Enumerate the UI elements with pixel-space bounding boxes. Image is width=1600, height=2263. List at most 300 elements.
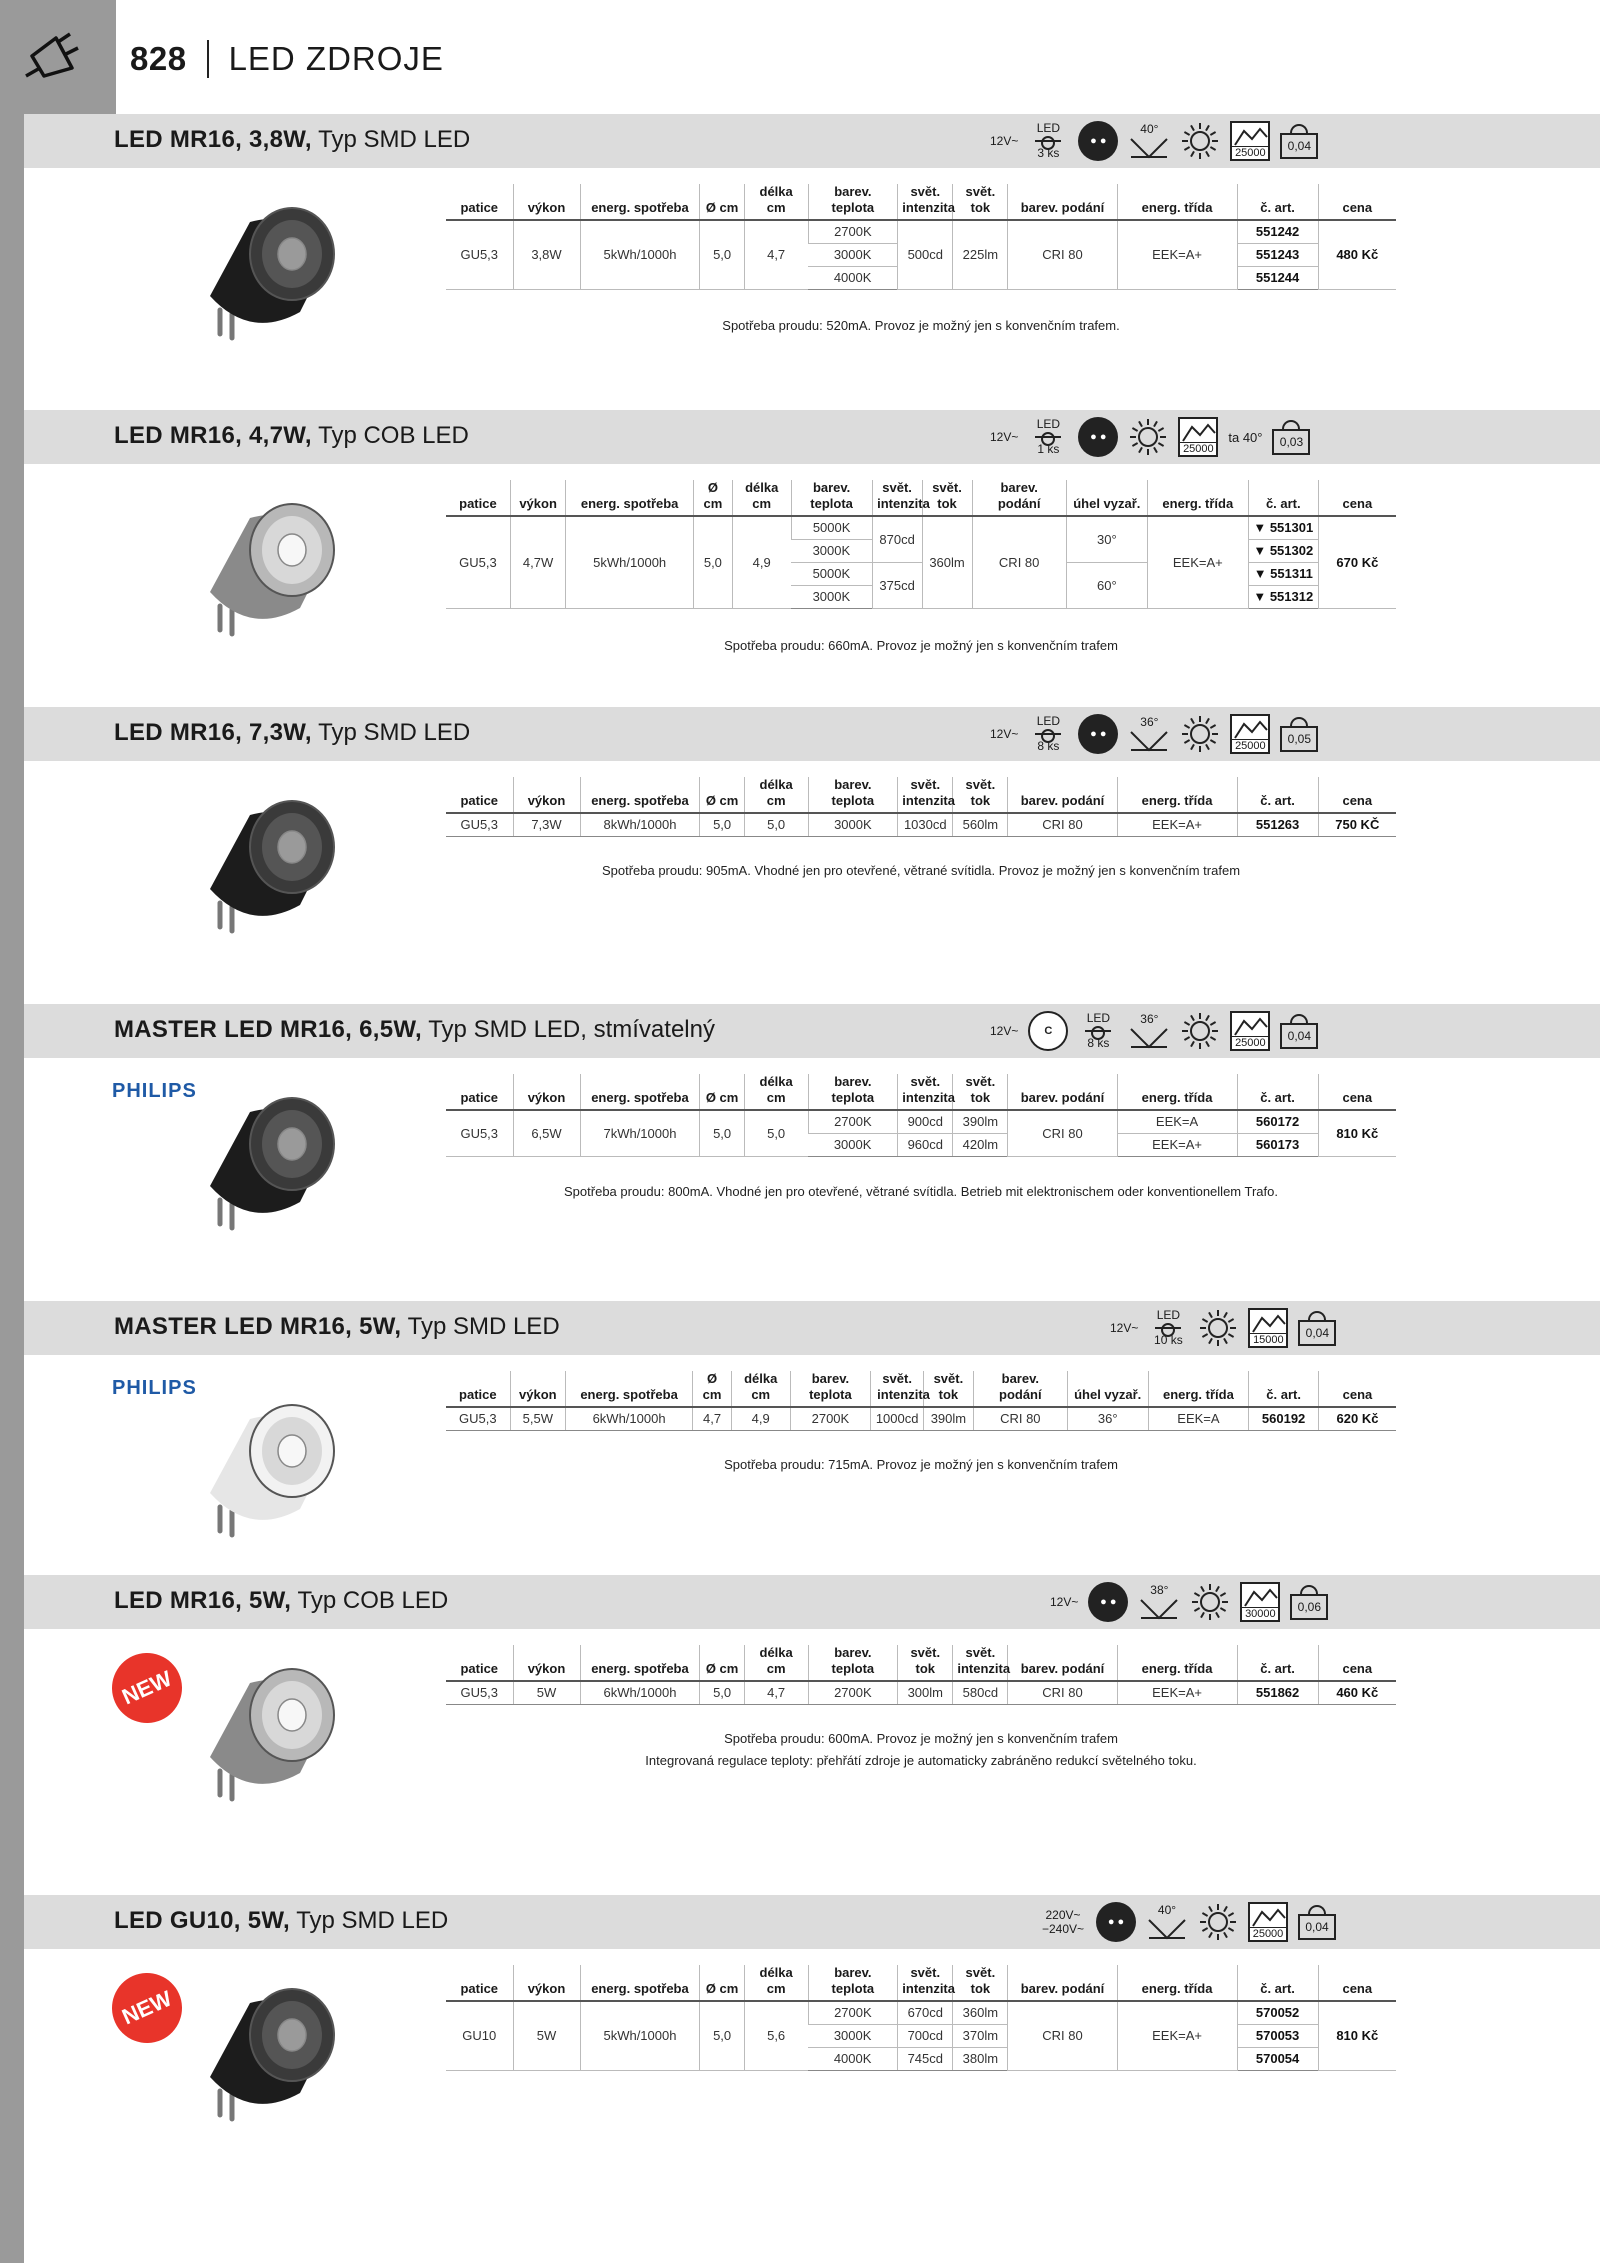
footnote: Spotřeba proudu: 905mA. Vhodné jen pro otevřené, větrané svítidla. Provoz je možný jen s konvenčním trafem (601, 863, 1241, 878)
column-header (744, 1074, 808, 1110)
led-count: 8 ks (1087, 1036, 1110, 1050)
column-header (1248, 480, 1318, 516)
column-header (700, 184, 744, 220)
product-section (0, 114, 1600, 394)
column-header-text: výkon (527, 1981, 566, 1996)
table-cell: 670cd (898, 2001, 953, 2024)
column-header (744, 184, 808, 220)
table-cell: 551263 (1237, 813, 1318, 836)
section-title (114, 1587, 448, 1615)
product-bulb-image (180, 488, 350, 638)
table-cell: 4,7 (744, 1681, 808, 1704)
column-header-text: cena (1342, 1981, 1373, 1996)
table-cell: ▼ 551302 (1248, 539, 1318, 562)
column-header (973, 1371, 1067, 1407)
table-cell: 5000K (791, 516, 872, 539)
spec-table-body (446, 813, 1396, 836)
lifetime-hours-value: 25000 (1250, 1927, 1286, 1940)
table-cell: CRI 80 (1008, 1681, 1117, 1704)
table-cell: 5,6 (744, 2001, 808, 2070)
weight-knob-icon (1308, 1905, 1326, 1914)
table-cell: ▼ 551301 (1248, 516, 1318, 539)
column-header-text: délka cm (759, 777, 793, 808)
beam-angle-value: 36° (1140, 1012, 1159, 1026)
led-label: LED (1036, 417, 1061, 431)
spec-table-body (446, 516, 1396, 608)
table-cell: 560192 (1249, 1407, 1319, 1430)
spec-table (446, 1645, 1396, 1705)
footnote: Spotřeba proudu: 715mA. Provoz je možný jen s konvenčním trafem (724, 1457, 1118, 1472)
led-count-icon (1028, 715, 1068, 753)
led-label: LED (1036, 121, 1061, 135)
column-header (580, 184, 700, 220)
column-header-text: barev. teplota (831, 184, 875, 215)
column-header (808, 184, 898, 220)
tested-icon: ● ● (1078, 417, 1118, 457)
table-cell: 300lm (898, 1681, 953, 1704)
hours-graph-icon (1252, 1312, 1286, 1334)
column-header (565, 1371, 692, 1407)
led-symbol-icon (1035, 729, 1061, 739)
column-header (1117, 1645, 1237, 1681)
weight-icon (1280, 717, 1318, 752)
light-source-icon (1190, 1582, 1230, 1622)
section-title (114, 719, 470, 747)
spec-table (446, 480, 1396, 609)
led-symbol-icon (1085, 1026, 1111, 1036)
spec-icons (990, 114, 1318, 168)
column-header (732, 480, 791, 516)
section-title-type: Typ COB LED (311, 422, 469, 449)
sun-icon (1180, 714, 1220, 754)
led-symbol-icon (1155, 1323, 1181, 1333)
section-title (114, 1907, 448, 1935)
table-cell: ▼ 551311 (1248, 562, 1318, 585)
spec-table-head (446, 480, 1396, 516)
sun-icon (1198, 1902, 1238, 1942)
product-image (180, 488, 350, 638)
hours-graph-icon (1234, 1015, 1268, 1037)
column-header-text: patice (459, 496, 497, 511)
column-header-text: č. art. (1260, 793, 1295, 808)
table-cell: 36° (1067, 1407, 1148, 1430)
section-title-bold: LED MR16, 5W, (114, 1587, 292, 1614)
hours-graph-icon (1244, 1586, 1278, 1608)
column-header (1008, 1074, 1117, 1110)
table-cell: 5,0 (700, 813, 744, 836)
column-header-text: svět. intenzita (902, 184, 955, 215)
table-cell: CRI 80 (1008, 813, 1117, 836)
column-header (1008, 1645, 1117, 1681)
spec-table-head (446, 777, 1396, 813)
footnote: Integrovaná regulace teploty: přehřátí zdroje je automaticky zabráněno redukcí světelného toku. (645, 1753, 1197, 1768)
table-cell: GU5,3 (446, 1681, 513, 1704)
spec-icons (990, 410, 1310, 464)
table-row (446, 220, 1396, 243)
table-cell: 3,8W (513, 220, 580, 289)
table-cell: 225lm (953, 220, 1008, 289)
column-header (700, 1645, 744, 1681)
table-cell: 7kWh/1000h (580, 1110, 700, 1156)
table-cell: 5kWh/1000h (580, 220, 700, 289)
column-header (1318, 184, 1396, 220)
column-header-text: cena (1342, 1661, 1373, 1676)
table-cell: EEK=A (1148, 1407, 1249, 1430)
column-header (1117, 184, 1237, 220)
column-header-text: energ. spotřeba (591, 793, 689, 808)
column-header (872, 480, 930, 516)
section-title-bold: LED MR16, 4,7W, (114, 422, 312, 449)
sun-icon (1190, 1582, 1230, 1622)
column-header-text: Ø cm (702, 1371, 722, 1402)
spec-table (446, 1074, 1396, 1157)
spec-table (446, 1965, 1396, 2071)
section-title-type: Typ SMD LED (289, 1907, 449, 1934)
ambient-temp-label: ta 40° (1228, 429, 1263, 445)
table-cell: 5W (513, 2001, 580, 2070)
table-cell: 3000K (808, 1133, 898, 1156)
column-header-text: výkon (527, 793, 566, 808)
table-cell: EEK=A+ (1147, 516, 1248, 608)
tested-icon: ● ● (1096, 1902, 1136, 1942)
weight-icon (1290, 1585, 1328, 1620)
column-header-text: barev. teplota (831, 1645, 875, 1676)
column-header (700, 1965, 744, 2001)
column-header (1237, 1965, 1318, 2001)
column-header-text: výkon (527, 1090, 566, 1105)
weight-value: 0,04 (1280, 1023, 1318, 1049)
column-header-text: úhel vyzař. (1074, 1387, 1142, 1402)
light-source-icon (1128, 417, 1168, 457)
column-header-text: energ. třída (1162, 496, 1234, 511)
column-header (1066, 480, 1147, 516)
column-header-text: svět. tok (910, 1645, 941, 1676)
table-cell: EEK=A+ (1117, 1133, 1237, 1156)
product-section (0, 1895, 1600, 2175)
table-cell: CRI 80 (973, 1407, 1067, 1430)
weight-knob-icon (1290, 124, 1308, 133)
table-cell: 5kWh/1000h (566, 516, 694, 608)
column-header (924, 1371, 974, 1407)
column-header-text: energ. spotřeba (580, 496, 679, 511)
section-title-type: Typ SMD LED (401, 1313, 560, 1340)
column-header-text: energ. spotřeba (591, 200, 689, 215)
weight-icon (1298, 1905, 1336, 1940)
product-bulb-image (180, 785, 350, 935)
column-header (808, 1965, 898, 2001)
table-cell: CRI 80 (1008, 220, 1117, 289)
product-section (0, 707, 1600, 987)
column-header (898, 1965, 953, 2001)
product-image (180, 1389, 350, 1539)
led-count-icon (1028, 418, 1068, 456)
product-bulb-image (180, 1653, 350, 1803)
spec-table (446, 1371, 1396, 1431)
column-header-text: barev. teplota (810, 480, 853, 511)
table-cell: 570054 (1237, 2047, 1318, 2070)
column-header (513, 777, 580, 813)
table-cell: 360lm (922, 516, 972, 608)
column-header (446, 1074, 513, 1110)
column-header (566, 480, 694, 516)
column-header (513, 184, 580, 220)
spec-table-header-row (446, 1965, 1396, 2001)
column-header-text: svět. intenzita (877, 480, 930, 511)
spec-icons (990, 1004, 1318, 1058)
table-cell: 4,9 (731, 1407, 790, 1430)
column-header (446, 184, 513, 220)
column-header (446, 777, 513, 813)
table-cell: 60° (1066, 562, 1147, 608)
column-header (953, 1965, 1008, 2001)
column-header (898, 184, 953, 220)
column-header-text: barev. podání (1020, 1981, 1105, 1996)
column-header-text: délka cm (759, 184, 793, 215)
column-header (513, 1074, 580, 1110)
weight-icon (1280, 1014, 1318, 1049)
beam-angle-value: 40° (1157, 1903, 1177, 1917)
column-header-text: Ø cm (705, 1981, 739, 1996)
lifetime-hours-value: 30000 (1242, 1607, 1278, 1620)
table-cell: ▼ 551312 (1248, 585, 1318, 608)
column-header (693, 480, 732, 516)
table-row (446, 2001, 1396, 2024)
angle-v-icon (1129, 730, 1169, 752)
column-header-text: výkon (519, 496, 557, 511)
category-corner (0, 0, 116, 114)
section-title-type: Typ SMD LED (311, 719, 471, 746)
table-cell: 750 KČ (1318, 813, 1396, 836)
column-header (972, 480, 1066, 516)
lifetime-hours-icon (1230, 1011, 1270, 1051)
column-header (1117, 1074, 1237, 1110)
table-cell: CRI 80 (1008, 1110, 1117, 1156)
column-header-text: barev. podání (1020, 1661, 1105, 1676)
spec-table-header-row (446, 777, 1396, 813)
table-cell: 500cd (898, 220, 953, 289)
column-header (700, 1074, 744, 1110)
column-header (580, 1645, 700, 1681)
table-cell: 370lm (953, 2024, 1008, 2047)
table-cell: 5000K (791, 562, 872, 585)
section-title-bold: MASTER LED MR16, 5W, (114, 1313, 402, 1340)
lifetime-hours-icon (1248, 1902, 1288, 1942)
table-cell: 8kWh/1000h (580, 813, 700, 836)
column-header (898, 1645, 953, 1681)
column-header (731, 1371, 790, 1407)
lifetime-hours-value: 25000 (1232, 739, 1268, 752)
weight-value: 0,04 (1298, 1320, 1336, 1346)
column-header (1237, 1645, 1318, 1681)
beam-angle-value: 40° (1140, 122, 1159, 136)
table-cell: 870cd (872, 516, 922, 562)
column-header (446, 1371, 510, 1407)
column-header (1249, 1371, 1319, 1407)
voltage-label: 12V~ (990, 134, 1019, 148)
table-cell: 551243 (1237, 243, 1318, 266)
angle-v-icon (1147, 1918, 1187, 1940)
table-cell: 390lm (953, 1110, 1008, 1133)
led-count-icon (1148, 1309, 1188, 1347)
spec-table-head (446, 1371, 1396, 1407)
table-cell: GU5,3 (446, 813, 513, 836)
table-cell: 5,0 (700, 2001, 744, 2070)
column-header-text: energ. třída (1141, 1090, 1213, 1105)
column-header-text: č. art. (1265, 496, 1301, 511)
product-section (0, 1004, 1600, 1284)
table-cell: 700cd (898, 2024, 953, 2047)
spec-icons (990, 707, 1318, 761)
table-cell: 5,0 (744, 1110, 808, 1156)
table-cell: 6,5W (513, 1110, 580, 1156)
section-title-bold: LED MR16, 7,3W, (114, 719, 312, 746)
table-cell: 2700K (808, 220, 898, 243)
led-label: LED (1156, 1308, 1181, 1322)
weight-value: 0,03 (1272, 429, 1310, 455)
page-title: LED ZDROJE (228, 40, 444, 77)
section-title-type: Typ COB LED (291, 1587, 449, 1614)
section-title (114, 126, 470, 154)
column-header-text: č. art. (1260, 1090, 1295, 1105)
table-cell: 560lm (953, 813, 1008, 836)
spec-table (446, 184, 1396, 290)
column-header (808, 1645, 898, 1681)
table-cell: 551862 (1237, 1681, 1318, 1704)
column-header (1148, 1371, 1249, 1407)
column-header-text: energ. třída (1141, 200, 1213, 215)
column-header-text: patice (460, 1981, 499, 1996)
table-cell: 670 Kč (1318, 516, 1396, 608)
column-header (580, 1074, 700, 1110)
table-cell: 30° (1066, 516, 1147, 562)
column-header (1117, 1965, 1237, 2001)
sun-icon (1198, 1308, 1238, 1348)
table-cell: 2700K (808, 1681, 898, 1704)
table-cell: CRI 80 (1008, 2001, 1117, 2070)
column-header-text: svět. tok (965, 184, 996, 215)
dimmable-icon: C (1028, 1011, 1068, 1051)
weight-knob-icon (1290, 1014, 1308, 1023)
column-header-text: energ. třída (1163, 1387, 1234, 1402)
table-cell: 375cd (872, 562, 922, 608)
column-header (744, 1645, 808, 1681)
weight-value: 0,04 (1298, 1914, 1336, 1940)
table-cell: 2700K (790, 1407, 871, 1430)
column-header (791, 480, 872, 516)
column-header (1008, 777, 1117, 813)
table-cell: 390lm (924, 1407, 974, 1430)
column-header-text: barev. teplota (831, 1965, 875, 1996)
voltage-label: 12V~ (1110, 1321, 1139, 1335)
footnote: Spotřeba proudu: 520mA. Provoz je možný jen s konvenčním trafem. (722, 318, 1120, 333)
column-header (1008, 1965, 1117, 2001)
table-cell: GU5,3 (446, 1407, 510, 1430)
table-cell: 5,0 (744, 813, 808, 836)
led-count: 1 ks (1037, 442, 1060, 456)
table-cell: EEK=A (1117, 1110, 1237, 1133)
weight-value: 0,05 (1280, 726, 1318, 752)
voltage-label: 12V~ (990, 1024, 1019, 1038)
voltage-label: 12V~ (990, 727, 1019, 741)
table-cell: 560172 (1237, 1110, 1318, 1133)
column-header-text: délka cm (759, 1645, 793, 1676)
column-header-text: Ø cm (705, 793, 739, 808)
led-symbol-icon (1035, 432, 1061, 442)
beam-angle-value: 36° (1140, 715, 1159, 729)
weight-knob-icon (1308, 1311, 1326, 1320)
spec-table (446, 777, 1396, 837)
column-header-text: svět. tok (965, 1965, 996, 1996)
led-count-icon (1028, 122, 1068, 160)
column-header-text: svět. intenzita (957, 1645, 1011, 1676)
table-cell: 810 Kč (1318, 2001, 1396, 2070)
table-cell: EEK=A+ (1117, 1681, 1237, 1704)
weight-knob-icon (1282, 420, 1300, 429)
column-header (808, 777, 898, 813)
table-cell: 5,5W (510, 1407, 565, 1430)
column-header-text: energ. spotřeba (591, 1090, 689, 1105)
column-header-text: cena (1342, 200, 1373, 215)
column-header (1318, 1371, 1396, 1407)
table-row (446, 516, 1396, 539)
table-cell: GU5,3 (446, 220, 513, 289)
section-title (114, 1016, 715, 1044)
spec-table-body (446, 2001, 1396, 2070)
table-cell: 580cd (953, 1681, 1008, 1704)
column-header (1237, 777, 1318, 813)
lifetime-hours-icon (1230, 121, 1270, 161)
table-cell: EEK=A+ (1117, 220, 1237, 289)
table-cell: 3000K (791, 585, 872, 608)
column-header (1008, 184, 1117, 220)
weight-value: 0,06 (1290, 1594, 1328, 1620)
column-header-text: patice (460, 1090, 499, 1105)
table-cell: 810 Kč (1318, 1110, 1396, 1156)
column-header (1318, 1074, 1396, 1110)
column-header-text: svět. intenzita (877, 1371, 930, 1402)
table-cell: 3000K (791, 539, 872, 562)
tested-icon: ● ● (1088, 1582, 1128, 1622)
column-header (790, 1371, 871, 1407)
hours-graph-icon (1252, 1906, 1286, 1928)
lifetime-hours-value: 25000 (1232, 1036, 1268, 1049)
column-header-text: patice (460, 793, 499, 808)
lifetime-hours-value: 25000 (1180, 442, 1216, 455)
column-header-text: délka cm (745, 480, 779, 511)
new-badge: NEW (101, 1642, 193, 1734)
weight-icon (1272, 420, 1310, 455)
table-cell: 551242 (1237, 220, 1318, 243)
column-header-text: patice (460, 200, 499, 215)
table-cell: 551244 (1237, 266, 1318, 289)
product-image (180, 1653, 350, 1803)
spec-table-body (446, 220, 1396, 289)
spec-icons (1110, 1301, 1336, 1355)
table-cell: 3000K (808, 2024, 898, 2047)
column-header-text: cena (1342, 793, 1373, 808)
table-cell: EEK=A+ (1117, 2001, 1237, 2070)
table-cell: 570052 (1237, 2001, 1318, 2024)
beam-angle-icon (1128, 1013, 1170, 1049)
table-cell: 5,0 (700, 220, 744, 289)
led-count: 8 ks (1037, 739, 1060, 753)
table-cell: 2700K (808, 2001, 898, 2024)
column-header-text: energ. spotřeba (591, 1981, 689, 1996)
column-header-text: č. art. (1260, 1661, 1295, 1676)
column-header-text: úhel vyzař. (1073, 496, 1141, 511)
table-cell: 5,0 (700, 1681, 744, 1704)
product-bulb-image (180, 1389, 350, 1539)
